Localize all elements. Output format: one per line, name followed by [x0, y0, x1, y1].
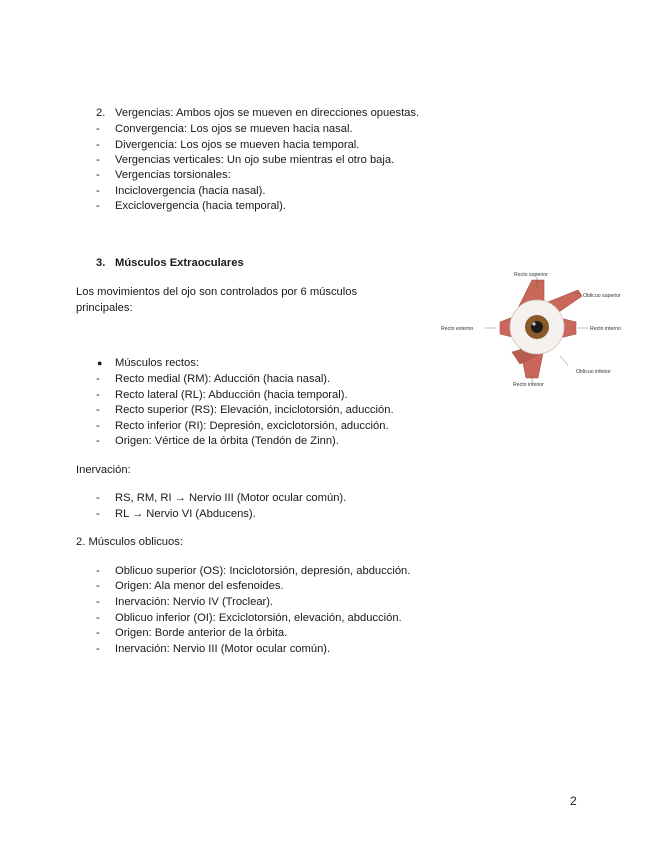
dash-marker: -	[96, 185, 100, 197]
eye-highlight	[532, 322, 535, 325]
dash-marker: -	[96, 123, 100, 135]
dash-marker: -	[96, 565, 100, 577]
bullet-dot: ●	[97, 358, 103, 368]
list-item: Inciclovergencia (hacia nasal).	[115, 185, 266, 197]
intro-paragraph: Los movimientos del ojo son controlados por 6 músculos principales:	[76, 286, 358, 314]
dash-marker: -	[96, 580, 100, 592]
eye-muscles-figure	[440, 268, 636, 390]
leader-line	[560, 356, 568, 365]
list-item: Convergencia: Los ojos se mueven hacia nasal.	[115, 123, 353, 135]
dash-marker: -	[96, 435, 100, 447]
list-item: Exciclovergencia (hacia temporal).	[115, 200, 286, 212]
list-item: Recto medial (RM): Aducción (hacia nasal).	[115, 373, 331, 385]
dash-marker: -	[96, 612, 100, 624]
label-recto-superior: Recto superior	[514, 272, 548, 278]
dash-marker: -	[96, 200, 100, 212]
label-oblicuo-superior: Oblicuo superior	[583, 293, 621, 299]
dash-marker: -	[96, 154, 100, 166]
dash-marker: -	[96, 643, 100, 655]
dash-marker: -	[96, 420, 100, 432]
dash-marker: -	[96, 169, 100, 181]
dash-marker: -	[96, 389, 100, 401]
inervacion-label: Inervación:	[76, 464, 131, 476]
dash-marker: -	[96, 492, 100, 504]
label-recto-interno: Recto interno	[590, 326, 621, 332]
list-item: RS, RM, RI → Nervio III (Motor ocular común).	[115, 492, 347, 504]
list-item: Inervación: Nervio IV (Troclear).	[115, 596, 274, 608]
oblicuos-label: 2. Músculos oblicuos:	[76, 536, 183, 548]
list-item: Inervación: Nervio III (Motor ocular común).	[115, 643, 331, 655]
dash-marker: -	[96, 373, 100, 385]
rectos-heading: Músculos rectos:	[115, 357, 199, 369]
dash-marker: -	[96, 627, 100, 639]
list-item: Divergencia: Los ojos se mueven hacia temporal.	[115, 139, 360, 151]
list-number: 2.	[96, 107, 106, 119]
list-item: Origen: Vértice de la órbita (Tendón de Zinn).	[115, 435, 339, 447]
list-item: Vergencias verticales: Un ojo sube mientras el otro baja.	[115, 154, 395, 166]
list-item: Recto superior (RS): Elevación, inciclotorsión, aducción.	[115, 404, 394, 416]
dash-marker: -	[96, 596, 100, 608]
label-recto-externo: Recto externo	[441, 326, 474, 332]
section-number: 3.	[96, 257, 106, 269]
list-item: RL → Nervio VI (Abducens).	[115, 508, 256, 520]
pupil	[531, 321, 543, 333]
list-item: Recto lateral (RL): Abducción (hacia temporal).	[115, 389, 348, 401]
dash-marker: -	[96, 139, 100, 151]
section-heading: Músculos Extraoculares	[115, 257, 244, 269]
list-item: Oblicuo inferior (OI): Exciclotorsión, elevación, abducción.	[115, 612, 402, 624]
list-item: Oblicuo superior (OS): Inciclotorsión, depresión, abducción.	[115, 565, 411, 577]
vergencias-title: Vergencias: Ambos ojos se mueven en direcciones opuestas.	[115, 107, 420, 119]
list-item: Origen: Borde anterior de la órbita.	[115, 627, 288, 639]
list-item: Vergencias torsionales:	[115, 169, 231, 181]
dash-marker: -	[96, 508, 100, 520]
page-number: 2	[570, 794, 577, 808]
list-item: Origen: Ala menor del esfenoides.	[115, 580, 284, 592]
list-item: Recto inferior (RI): Depresión, exciclotorsión, aducción.	[115, 420, 389, 432]
dash-marker: -	[96, 404, 100, 416]
label-oblicuo-inferior: Oblicuo inferior	[576, 369, 611, 375]
label-recto-inferior: Recto inferior	[513, 382, 544, 388]
